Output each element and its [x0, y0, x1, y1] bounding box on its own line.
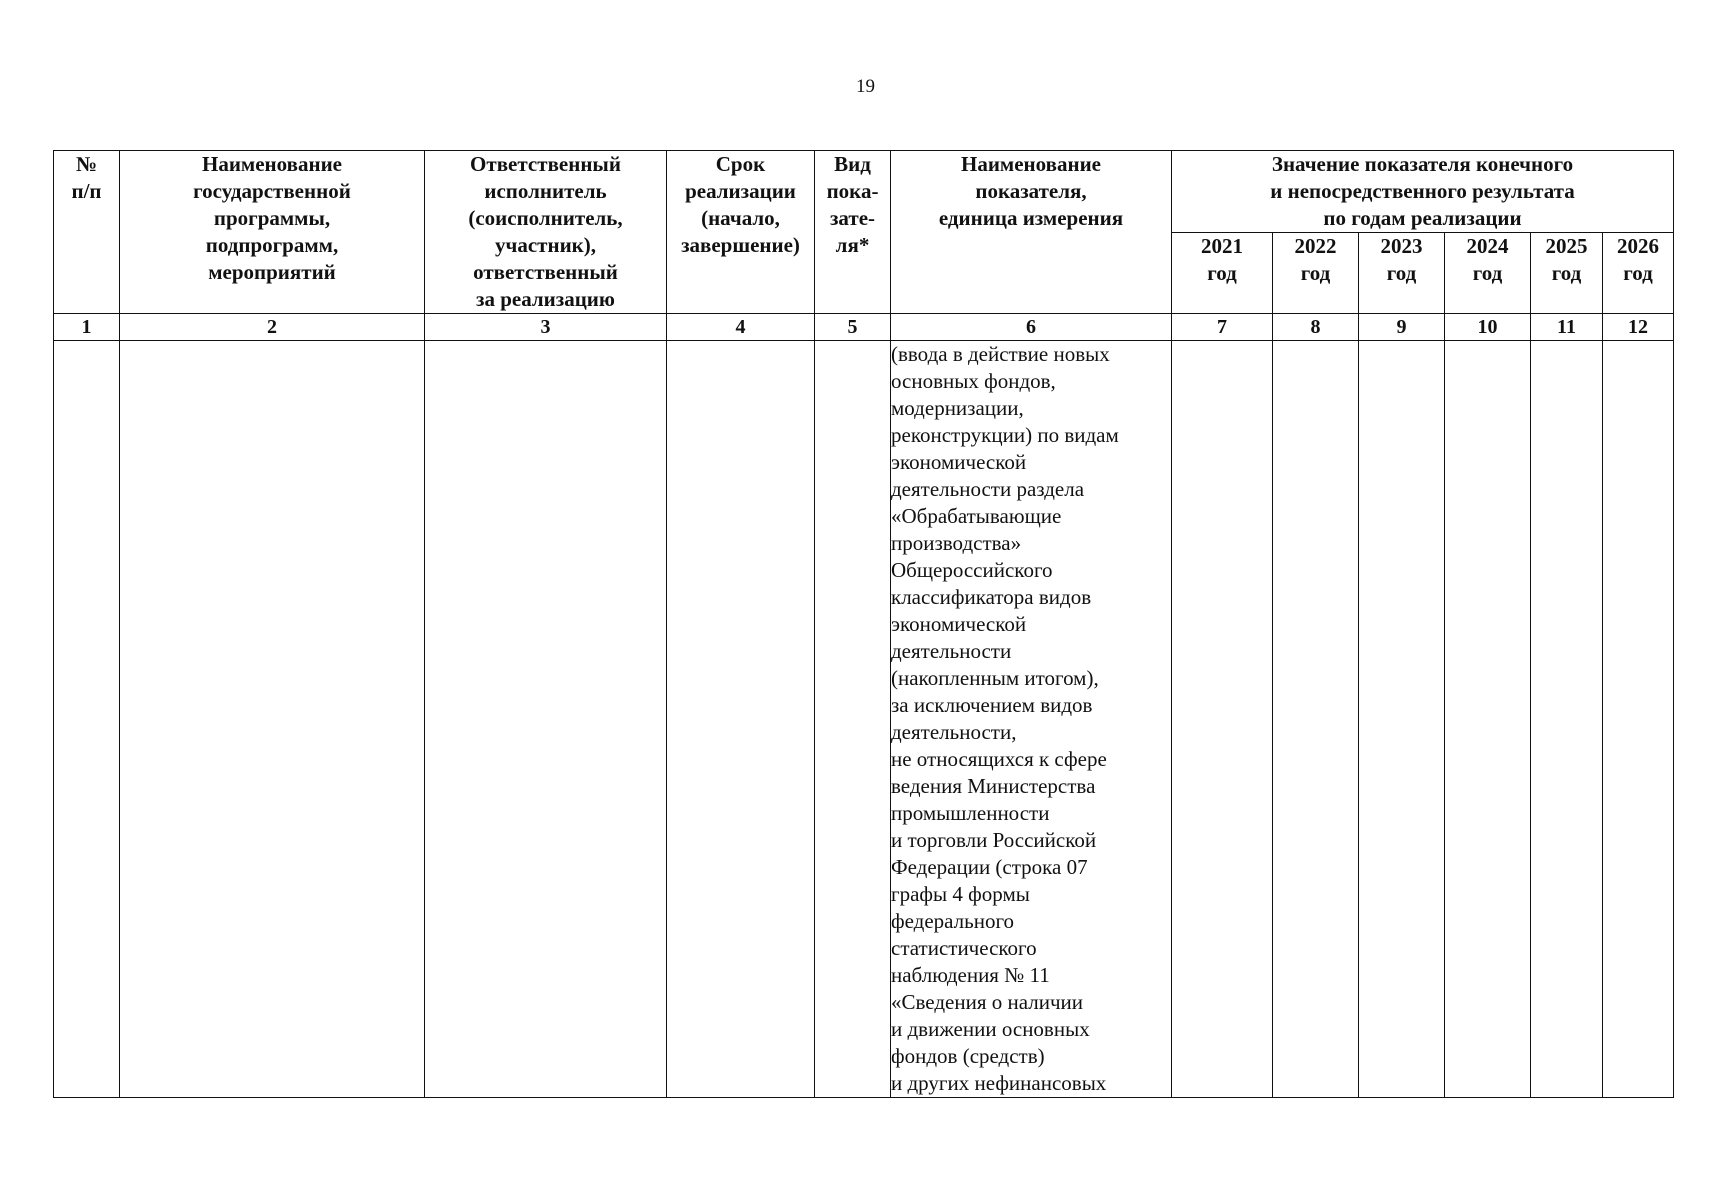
- cell-value-2023: [1359, 341, 1445, 1098]
- column-number: 4: [667, 314, 815, 341]
- cell-indicator-name: (ввода в действие новых основных фондов, модернизации, реконструкции) по видам экономической деятельности раздела «Обрабатывающие производства» Общероссийского классификатора видов экономической деятельности (накопленным итогом), за исключением видов деятельности, не относящихся к сфере ведения Министерства промышленности и торговли Российской Федерации (строка 07 графы 4 формы федерального статистического наблюдения № 11 «Сведения о наличии и движении основных фондов (средств) и других нефинансовых: [891, 341, 1172, 1098]
- header-indicator-kind: Вид пока- зате- ля*: [815, 151, 891, 314]
- cell-term: [667, 341, 815, 1098]
- header-year-2025: 2025 год: [1531, 233, 1603, 314]
- header-year-2022: 2022 год: [1273, 233, 1359, 314]
- column-number: 3: [425, 314, 667, 341]
- header-program-name: Наименование государственной программы, подпрограмм, мероприятий: [120, 151, 425, 314]
- column-number: 12: [1603, 314, 1674, 341]
- header-indicator-name: Наименование показателя, единица измерения: [891, 151, 1172, 314]
- header-year-2021: 2021 год: [1172, 233, 1273, 314]
- column-number: 9: [1359, 314, 1445, 341]
- cell-executor: [425, 341, 667, 1098]
- column-number: 2: [120, 314, 425, 341]
- header-term: Срок реализации (начало, завершение): [667, 151, 815, 314]
- table-header-row: [54, 151, 1674, 233]
- column-number: 8: [1273, 314, 1359, 341]
- column-number: 5: [815, 314, 891, 341]
- column-number: 7: [1172, 314, 1273, 341]
- header-year-2024: 2024 год: [1445, 233, 1531, 314]
- cell-indicator-kind: [815, 341, 891, 1098]
- cell-value-2021: [1172, 341, 1273, 1098]
- column-number: 6: [891, 314, 1172, 341]
- indicator-table: [53, 150, 1674, 1098]
- page-number: 19: [856, 76, 875, 97]
- header-values-group: Значение показателя конечного и непосредственного результата по годам реализации: [1172, 151, 1674, 233]
- header-year-2026: 2026 год: [1603, 233, 1674, 314]
- cell-program-name: [120, 341, 425, 1098]
- column-number: 1: [54, 314, 120, 341]
- header-executor: Ответственный исполнитель (соисполнитель, участник), ответственный за реализацию: [425, 151, 667, 314]
- header-year-2023: 2023 год: [1359, 233, 1445, 314]
- cell-value-2022: [1273, 341, 1359, 1098]
- column-number: 11: [1531, 314, 1603, 341]
- column-numbers-row: [54, 314, 1674, 341]
- cell-value-2026: [1603, 341, 1674, 1098]
- cell-num: [54, 341, 120, 1098]
- header-num: № п/п: [54, 151, 120, 314]
- table-row: [54, 341, 1674, 1098]
- cell-value-2024: [1445, 341, 1531, 1098]
- cell-value-2025: [1531, 341, 1603, 1098]
- column-number: 10: [1445, 314, 1531, 341]
